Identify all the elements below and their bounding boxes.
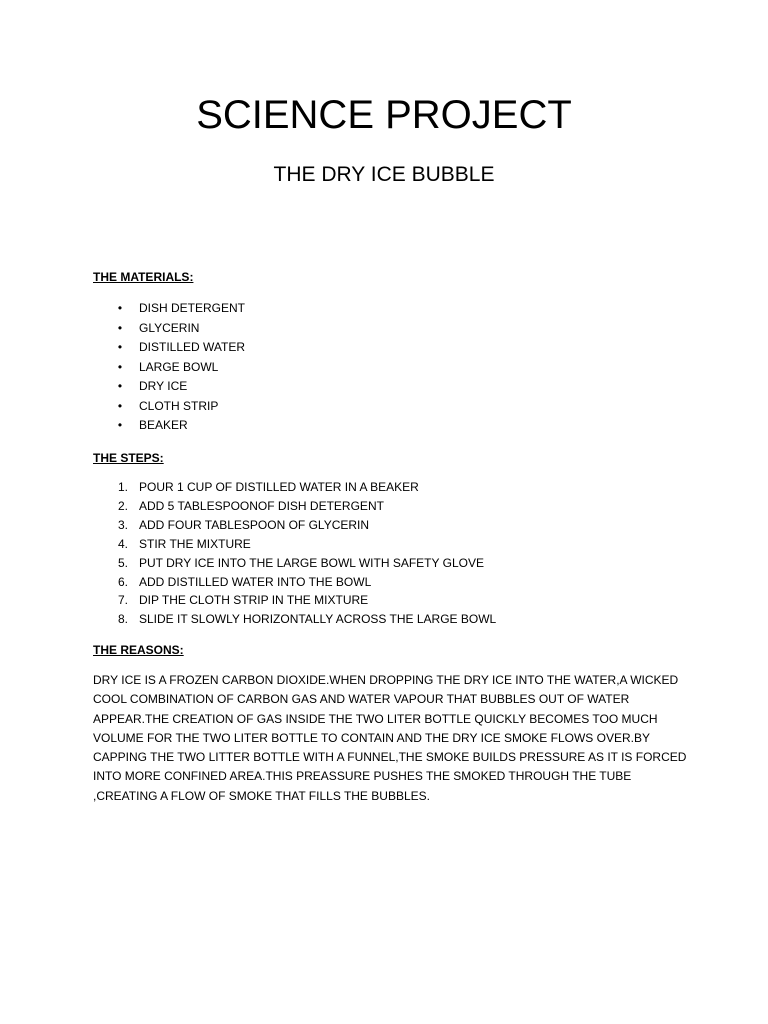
- step-label: ADD DISTILLED WATER INTO THE BOWL: [139, 575, 372, 589]
- material-label: LARGE BOWL: [139, 359, 219, 374]
- step-label: DIP THE CLOTH STRIP IN THE MIXTURE: [139, 593, 369, 607]
- step-number: 1.: [117, 480, 128, 494]
- step-number: 3.: [117, 518, 128, 532]
- reasons-line: VOLUME FOR THE TWO LITER BOTTLE TO CONTAIN AND THE DRY ICE SMOKE FLOWS OVER.BY: [93, 730, 650, 745]
- reasons-line: APPEAR.THE CREATION OF GAS INSIDE THE TWO LITER BOTTLE QUICKLY BECOMES TOO MUCH: [93, 711, 658, 726]
- steps-heading: THE STEPS:: [93, 451, 164, 465]
- material-label: CLOTH STRIP: [139, 398, 219, 413]
- reasons-line: CAPPING THE TWO LITTER BOTTLE WITH A FUNNEL,THE SMOKE BUILDS PRESSURE AS IT IS FORCED: [93, 750, 687, 765]
- step-number: 8.: [117, 612, 128, 626]
- step-label: SLIDE IT SLOWLY HORIZONTALLY ACROSS THE LARGE BOWL: [139, 612, 497, 626]
- bullet-icon: •: [117, 320, 123, 335]
- step-label: ADD 5 TABLESPOONOF DISH DETERGENT: [139, 499, 384, 513]
- step-number: 7.: [117, 593, 128, 607]
- step-number: 6.: [117, 575, 128, 589]
- materials-heading: THE MATERIALS:: [93, 270, 194, 284]
- material-label: GLYCERIN: [139, 320, 200, 335]
- bullet-icon: •: [117, 359, 123, 374]
- bullet-icon: •: [117, 398, 123, 413]
- reasons-line: INTO MORE CONFINED AREA.THIS PREASSURE PUSHES THE SMOKED THROUGH THE TUBE: [93, 769, 632, 784]
- reasons-line: ,CREATING A FLOW OF SMOKE THAT FILLS THE BUBBLES.: [93, 788, 430, 803]
- step-label: ADD FOUR TABLESPOON OF GLYCERIN: [139, 518, 370, 532]
- bullet-icon: •: [117, 379, 123, 393]
- bullet-icon: •: [117, 340, 123, 354]
- step-number: 5.: [117, 556, 128, 570]
- material-label: DISH DETERGENT: [139, 301, 246, 315]
- page-title: SCIENCE PROJECT: [196, 93, 572, 137]
- reasons-line: COOL COMBINATION OF CARBON GAS AND WATER VAPOUR THAT BUBBLES OUT OF WATER: [93, 692, 630, 707]
- reasons-paragraph: [93, 671, 687, 806]
- page-subtitle: THE DRY ICE BUBBLE: [273, 163, 495, 186]
- step-number: 2.: [117, 499, 128, 513]
- material-label: DRY ICE: [139, 379, 188, 393]
- step-label: STIR THE MIXTURE: [139, 537, 251, 551]
- step-label: POUR 1 CUP OF DISTILLED WATER IN A BEAKER: [139, 480, 419, 494]
- step-number: 4.: [117, 537, 128, 551]
- bullet-icon: •: [117, 418, 123, 432]
- bullet-icon: •: [117, 301, 123, 315]
- reasons-heading: THE REASONS:: [93, 643, 184, 657]
- step-label: PUT DRY ICE INTO THE LARGE BOWL WITH SAFETY GLOVE: [139, 556, 484, 570]
- material-label: DISTILLED WATER: [139, 340, 246, 354]
- reasons-line: DRY ICE IS A FROZEN CARBON DIOXIDE.WHEN DROPPING THE DRY ICE INTO THE WATER,A WICKED: [93, 673, 679, 687]
- material-label: BEAKER: [139, 418, 188, 432]
